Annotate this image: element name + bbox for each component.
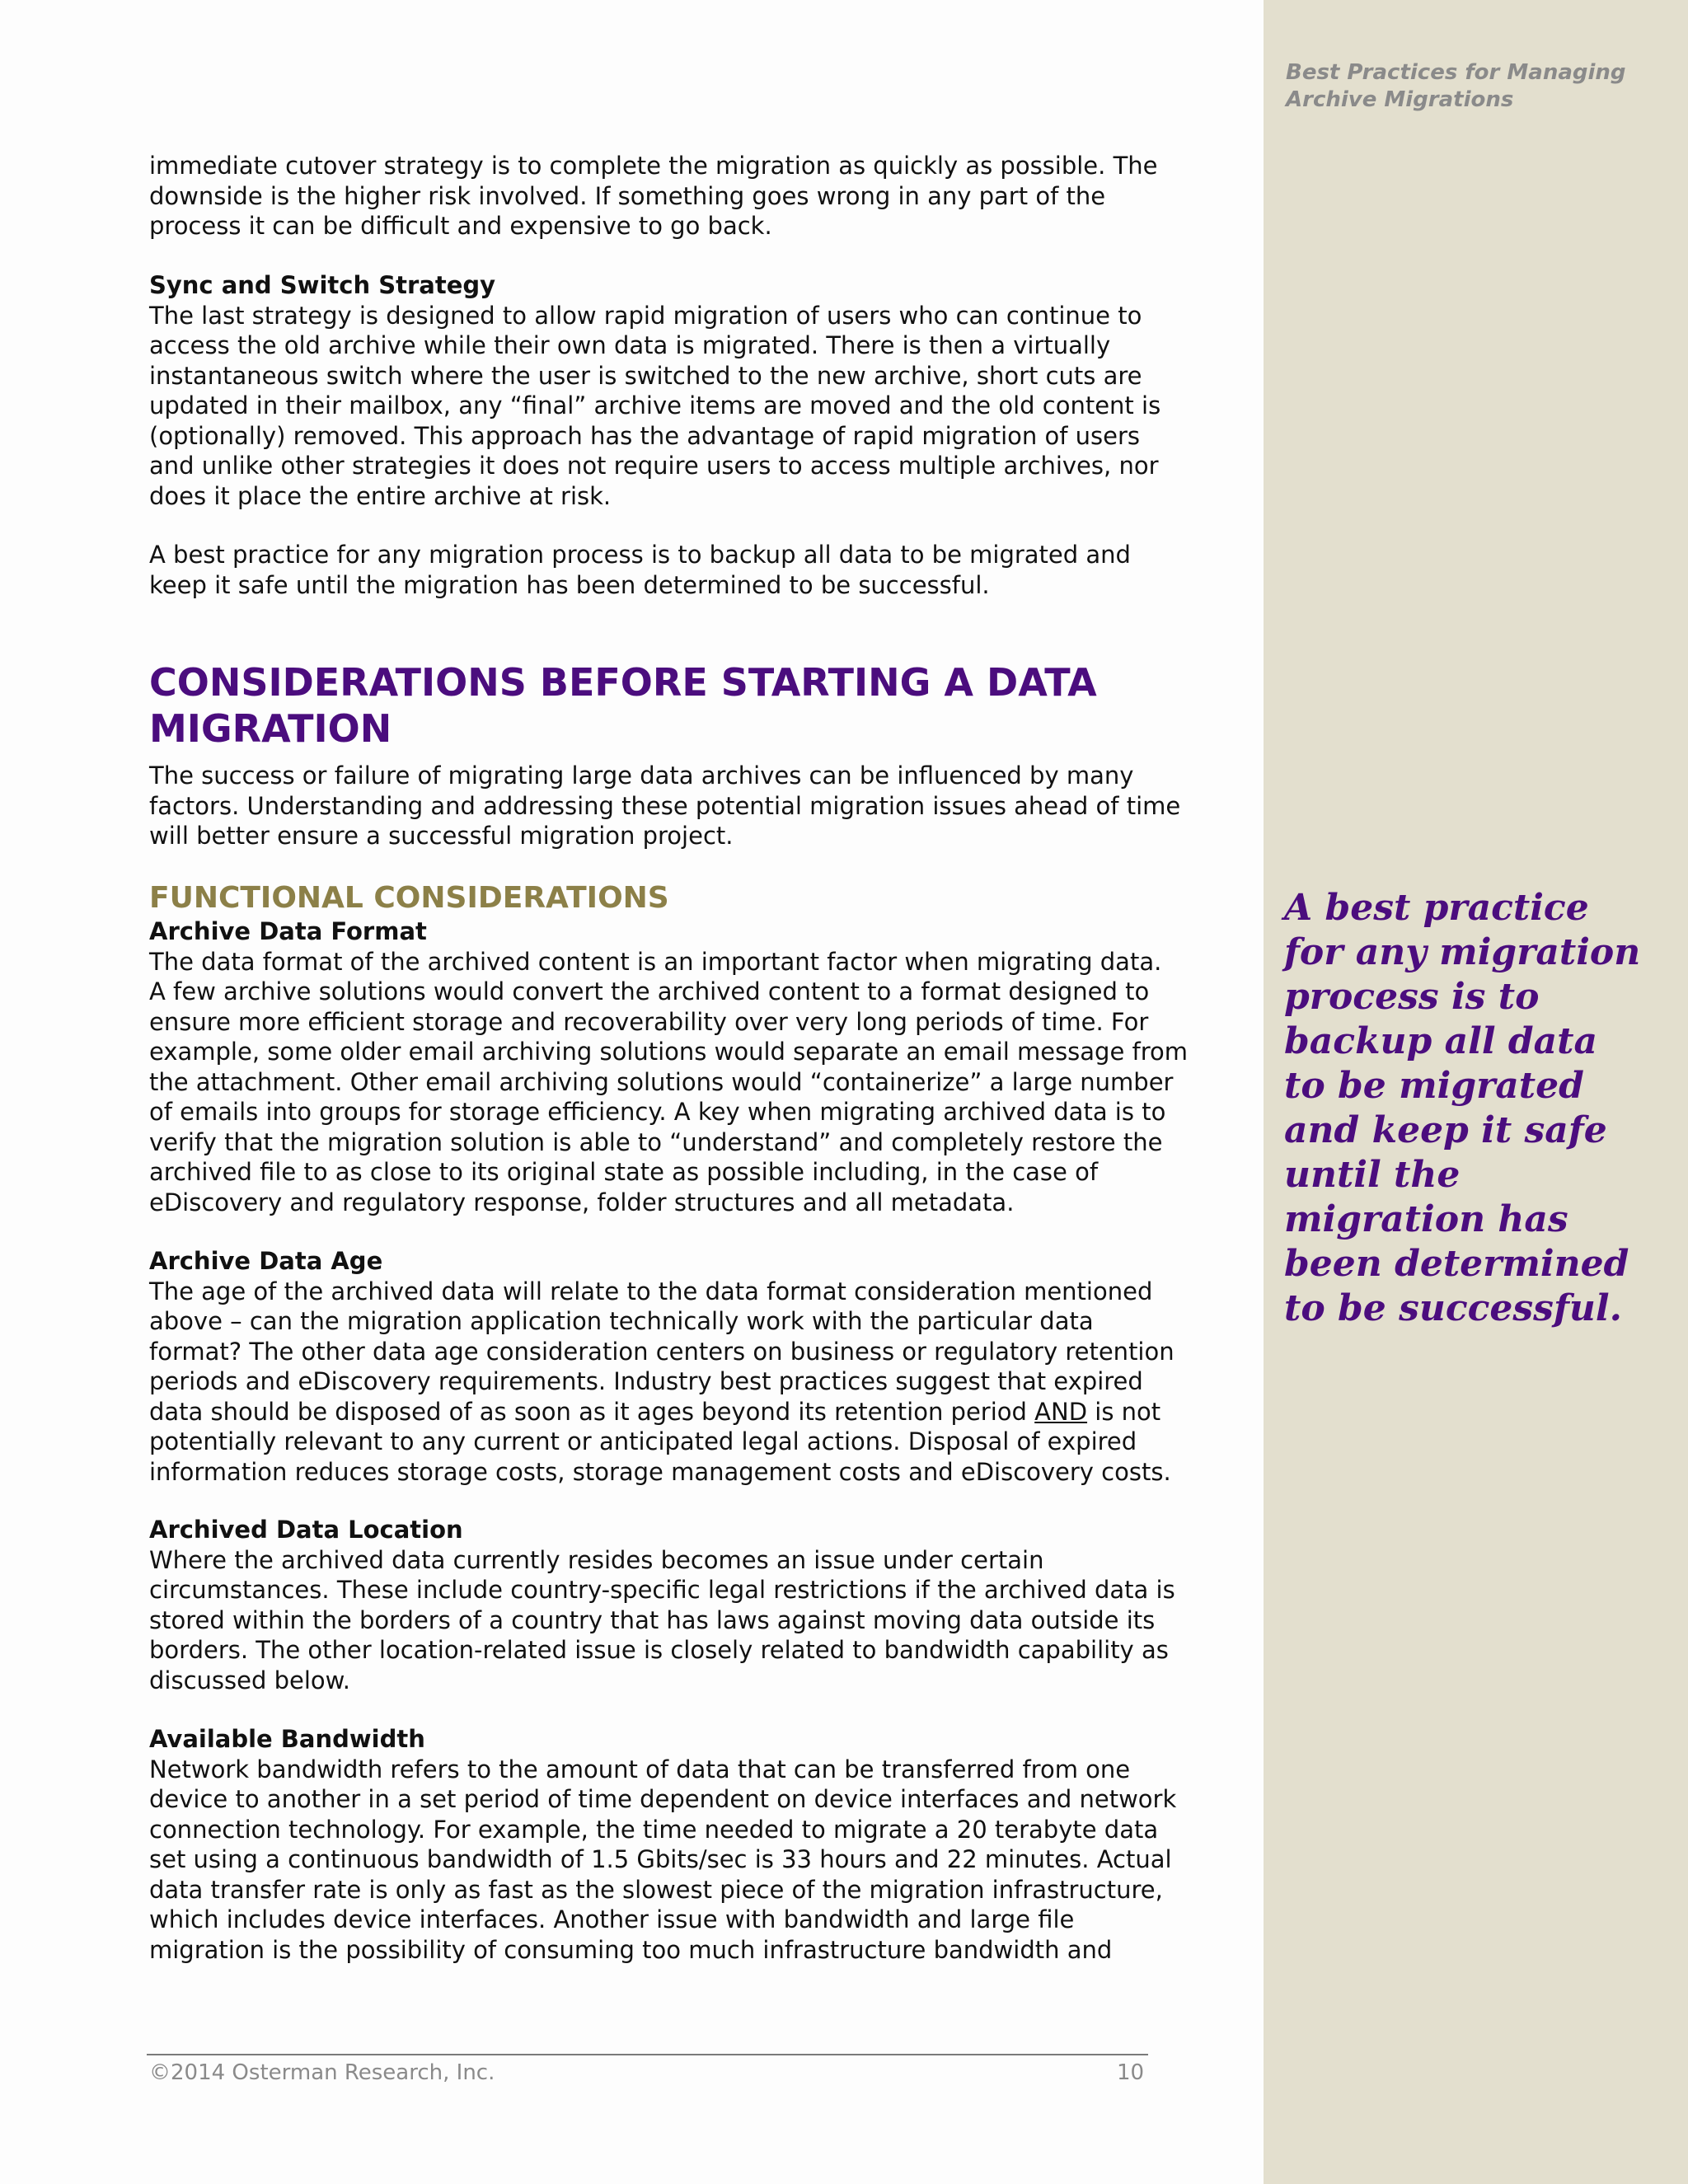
text-segment: data should be disposed of as soon as it ages beyond its retention period xyxy=(149,1397,1035,1426)
text-line: circumstances. These include country-specific legal restrictions if the archived data is xyxy=(149,1576,1175,1604)
archive-data-format-section xyxy=(149,916,1189,1217)
available-bandwidth-section xyxy=(149,1724,1177,1965)
text-line: ensure more efficient storage and recoverability over very long periods of time. For xyxy=(149,1007,1149,1036)
page-number: 10 xyxy=(1117,2060,1145,2085)
pull-quote-line: A best practice xyxy=(1284,887,1589,929)
text-segment: is not xyxy=(1087,1397,1161,1426)
text-line: connection technology. For example, the time needed to migrate a 20 terabyte data xyxy=(149,1815,1159,1844)
considerations-heading-line-1: CONSIDERATIONS BEFORE STARTING A DATA xyxy=(149,660,1097,705)
footer-copyright: ©2014 Osterman Research, Inc. xyxy=(149,2060,495,2085)
pull-quote-line: migration has xyxy=(1284,1198,1568,1240)
archived-data-location-section xyxy=(149,1515,1175,1695)
intro-paragraph xyxy=(149,151,1158,241)
text-line: does it place the entire archive at risk. xyxy=(149,481,612,510)
underlined-and: AND xyxy=(1034,1397,1088,1426)
running-header xyxy=(1286,59,1665,114)
archive-data-age-section xyxy=(149,1246,1175,1487)
text-line: archived file to as close to its original state as possible including, in the case of xyxy=(149,1158,1099,1186)
sync-switch-heading: Sync and Switch Strategy xyxy=(149,271,496,299)
text-line: immediate cutover strategy is to complete the migration as quickly as possible. The xyxy=(149,152,1158,180)
text-line: The age of the archived data will relate to the data format consideration mentioned xyxy=(149,1277,1153,1305)
text-line: updated in their mailbox, any “final” archive items are moved and the old content is xyxy=(149,391,1161,419)
text-line: example, some older email archiving solutions would separate an email message from xyxy=(149,1038,1189,1066)
pull-quote-line: been determined xyxy=(1284,1243,1629,1285)
text-line: discussed below. xyxy=(149,1666,350,1694)
text-line: of emails into groups for storage efficiency. A key when migrating archived data is to xyxy=(149,1098,1166,1126)
text-line: data transfer rate is only as fast as the slowest piece of the migration infrastructure, xyxy=(149,1875,1163,1904)
text-line: information reduces storage costs, storage management costs and eDiscovery costs. xyxy=(149,1457,1171,1486)
pull-quote-line: to be successful. xyxy=(1284,1287,1622,1329)
text-line: The success or failure of migrating large data archives can be influenced by many xyxy=(149,762,1134,790)
pull-quote-line: to be migrated xyxy=(1284,1065,1584,1107)
archive-data-format-heading: Archive Data Format xyxy=(149,917,427,945)
text-line: above – can the migration application technically work with the particular data xyxy=(149,1307,1094,1335)
text-line: potentially relevant to any current or anticipated legal actions. Disposal of expired xyxy=(149,1427,1137,1455)
text-line: instantaneous switch where the user is switched to the new archive, short cuts are xyxy=(149,361,1142,390)
pull-quote xyxy=(1284,886,1641,1331)
text-line: set using a continuous bandwidth of 1.5 Gbits/sec is 33 hours and 22 minutes. Actual xyxy=(149,1845,1172,1873)
text-line: migration is the possibility of consuming too much infrastructure bandwidth and xyxy=(149,1935,1113,1964)
functional-considerations-heading: FUNCTIONAL CONSIDERATIONS xyxy=(149,881,669,915)
text-line: device to another in a set period of time dependent on device interfaces and network xyxy=(149,1785,1177,1813)
text-line: The last strategy is designed to allow rapid migration of users who can continue to xyxy=(149,301,1142,330)
available-bandwidth-heading: Available Bandwidth xyxy=(149,1725,425,1753)
considerations-heading xyxy=(149,659,1105,752)
text-line: and unlike other strategies it does not require users to access multiple archives, nor xyxy=(149,452,1159,480)
text-line: The data format of the archived content is an important factor when migrating data. xyxy=(149,947,1162,976)
pull-quote-line: backup all data xyxy=(1284,1020,1597,1062)
sync-switch-section xyxy=(149,270,1161,511)
footer-divider xyxy=(147,2054,1148,2055)
text-line: A few archive solutions would convert the archived content to a format designed to xyxy=(149,977,1150,1005)
archive-data-age-heading: Archive Data Age xyxy=(149,1247,383,1275)
pull-quote-line: process is to xyxy=(1284,976,1540,1018)
text-line: access the old archive while their own data is migrated. There is then a virtually xyxy=(149,331,1111,359)
text-line: (optionally) removed. This approach has the advantage of rapid migration of users xyxy=(149,421,1141,450)
text-line: Where the archived data currently resides becomes an issue under certain xyxy=(149,1545,1044,1574)
considerations-heading-line-2: MIGRATION xyxy=(149,706,392,751)
archived-data-location-heading: Archived Data Location xyxy=(149,1516,463,1544)
text-line: process it can be difficult and expensive to go back. xyxy=(149,212,772,240)
text-line: stored within the borders of a country that has laws against moving data outside its xyxy=(149,1605,1156,1634)
pull-quote-line: until the xyxy=(1284,1154,1461,1196)
text-line: verify that the migration solution is able to “understand” and completely restore the xyxy=(149,1127,1163,1156)
best-practice-paragraph xyxy=(149,540,1131,600)
text-line: the attachment. Other email archiving solutions would “containerize” a large number xyxy=(149,1067,1174,1096)
text-line: A best practice for any migration process is to backup all data to be migrated and xyxy=(149,541,1131,569)
text-line: factors. Understanding and addressing these potential migration issues ahead of time xyxy=(149,791,1181,820)
text-line: periods and eDiscovery requirements. Industry best practices suggest that expired xyxy=(149,1367,1143,1395)
text-line: format? The other data age consideration centers on business or regulatory retention xyxy=(149,1337,1175,1366)
text-line: eDiscovery and regulatory response, folder structures and all metadata. xyxy=(149,1188,1015,1216)
considerations-paragraph xyxy=(149,761,1181,851)
pull-quote-line: for any migration xyxy=(1284,931,1641,973)
running-header-line-1: Best Practices for Managing xyxy=(1286,60,1626,85)
text-line: will better ensure a successful migration project. xyxy=(149,822,734,850)
text-line: borders. The other location-related issue is closely related to bandwidth capability as xyxy=(149,1636,1169,1664)
text-line: which includes device interfaces. Another issue with bandwidth and large file xyxy=(149,1905,1075,1933)
text-line: Network bandwidth refers to the amount of data that can be transferred from one xyxy=(149,1755,1131,1783)
text-line: keep it safe until the migration has been determined to be successful. xyxy=(149,570,990,599)
text-line xyxy=(149,1397,1161,1427)
running-header-line-2: Archive Migrations xyxy=(1286,87,1514,112)
text-line: downside is the higher risk involved. If something goes wrong in any part of the xyxy=(149,181,1106,210)
pull-quote-line: and keep it safe xyxy=(1284,1109,1607,1151)
